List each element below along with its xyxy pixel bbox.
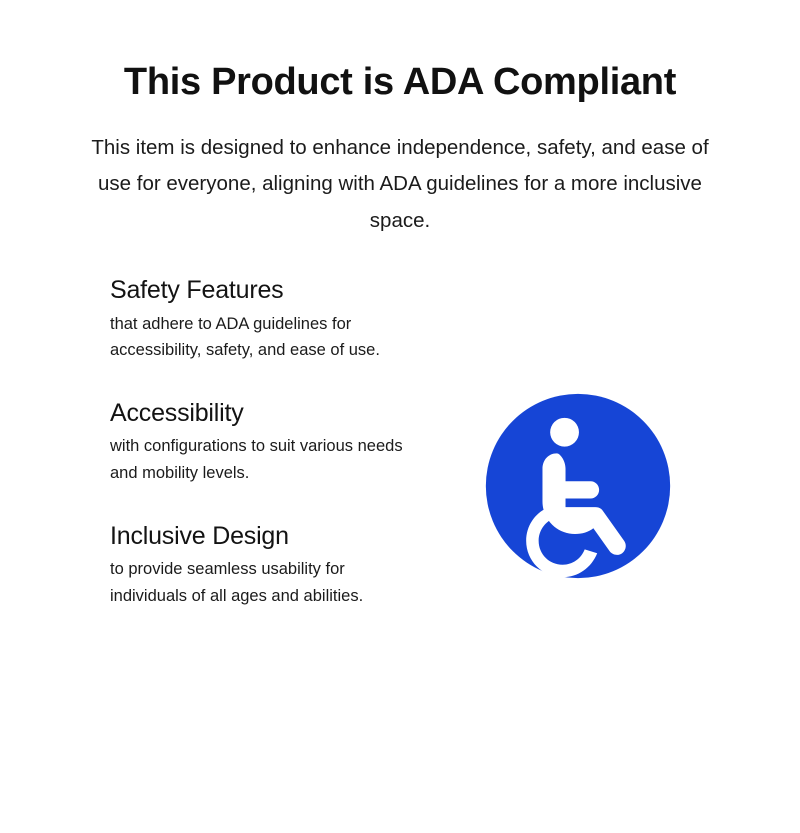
feature-title: Inclusive Design bbox=[110, 521, 289, 550]
page-title: This Product is ADA Compliant bbox=[123, 61, 677, 103]
feature-item-inclusive-design bbox=[110, 521, 410, 610]
feature-title: Safety Features bbox=[110, 276, 284, 305]
feature-item-accessibility bbox=[110, 398, 410, 487]
feature-description: with configurations to suit various needs and mobility levels. bbox=[110, 437, 403, 482]
feature-description: to provide seamless usability for individuals of all ages and abilities. bbox=[110, 559, 364, 605]
feature-item-safety-features bbox=[110, 275, 410, 364]
intro-paragraph: This item is designed to enhance independence, safety, and ease of use for everyone, aligning with ADA guidelines for a more inclusive space. bbox=[91, 135, 709, 232]
feature-description: that adhere to ADA guidelines for accessibility, safety, and ease of use. bbox=[110, 314, 380, 360]
feature-list bbox=[110, 275, 410, 609]
wheelchair-accessibility-icon bbox=[482, 390, 674, 582]
content-area bbox=[0, 275, 800, 795]
feature-title: Accessibility bbox=[110, 398, 244, 427]
